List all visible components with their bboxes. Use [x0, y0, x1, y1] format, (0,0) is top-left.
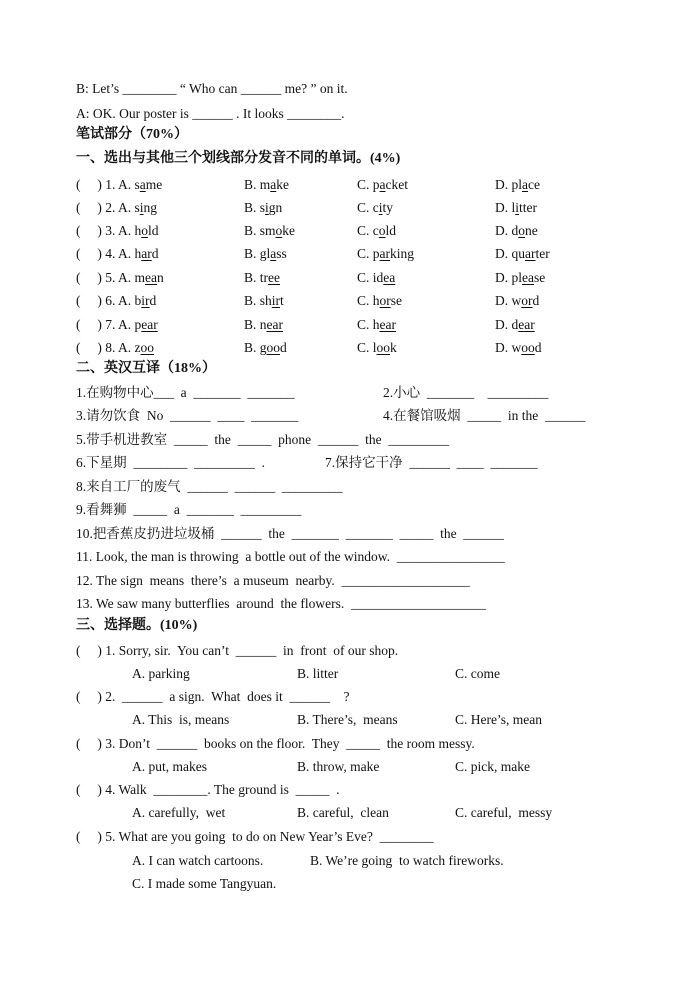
underlined-letters: a [270, 177, 277, 192]
underlined-letters: ea [383, 270, 396, 285]
translation-item-9: 12. The sign means there’s a museum nearby. ___________________ [76, 573, 470, 588]
word-part: D. qu [495, 246, 525, 261]
translation-item-7: 10.把香蕉皮扔进垃圾桶 ______ the _______ _______ _____ the ______ [76, 526, 504, 541]
question-number: ( ) 1. A. [76, 177, 135, 192]
translation-item-4: 6.下星期 ________ _________ . [76, 455, 265, 470]
underlined-letters: or [521, 293, 533, 308]
word-part: B. s [244, 200, 266, 215]
section1-row-8-option-b [244, 339, 287, 357]
section1-row-4-option-a [76, 245, 159, 263]
translation-item-5: 8.来自工厂的废气 ______ ______ _________ [76, 479, 343, 494]
section1-row-4-option-c [357, 245, 414, 263]
section1-row-8-option-d [495, 339, 542, 357]
word-part: ty [382, 200, 394, 215]
underlined-letters: ea [145, 270, 157, 285]
choice-question-1-option-a: A. parking [132, 666, 190, 681]
underlined-letters: ear [141, 317, 158, 332]
dialogue-line-1: B: Let’s ________ “ Who can ______ me? ” on it. [76, 81, 348, 96]
section2-title: 二、英汉互译（18%） [76, 361, 216, 376]
word-part: ce [528, 177, 540, 192]
word-part: d [532, 293, 540, 308]
underlined-letters: a [379, 177, 386, 192]
word-part: d [151, 246, 159, 261]
question-number: ( ) 8. A. [76, 340, 135, 355]
word-part: d [534, 340, 542, 355]
underlined-letters: o [518, 223, 525, 238]
underlined-letters: ar [379, 246, 391, 261]
translation-item-right-2: 4.在餐馆吸烟 _____ in the ______ [383, 408, 586, 423]
choice-question-4-option-a: A. carefully, wet [132, 805, 226, 820]
section1-row-2-option-c [357, 199, 393, 217]
section1-row-1-option-c [357, 176, 408, 194]
choice-question-4: ( ) 4. Walk ________. The ground is _____ . [76, 782, 340, 797]
section1-row-5-option-a [76, 269, 164, 287]
word-part: m [134, 270, 146, 285]
word-part: B. sh [244, 293, 272, 308]
underlined-letters: o [275, 223, 283, 238]
section1-row-2-option-d [495, 199, 537, 217]
underlined-letters: i [378, 200, 383, 215]
word-part: ter [535, 246, 550, 261]
choice-question-3: ( ) 3. Don’t ______ books on the floor. They _____ the room messy. [76, 736, 475, 751]
word-part: D. pl [495, 177, 522, 192]
underlined-letters: i [265, 200, 269, 215]
section1-title: 一、选出与其他三个划线部分发音不同的单词。(4%) [76, 151, 401, 166]
word-part: p [134, 317, 142, 332]
section1-row-3-option-d [495, 222, 538, 240]
underlined-letters: ar [525, 246, 536, 261]
underlined-letters: oo [376, 340, 391, 355]
word-part: C. c [357, 223, 379, 238]
section1-row-6-option-c [357, 292, 402, 310]
underlined-letters: o [141, 223, 148, 238]
section1-row-7-option-d [495, 316, 535, 334]
translation-item-3: 5.带手机进教室 _____ the _____ phone ______ the _________ [76, 432, 450, 447]
underlined-letters: oo [140, 340, 154, 355]
word-part: C. p [357, 246, 380, 261]
word-part: se [533, 270, 546, 285]
word-part: B. gl [244, 246, 271, 261]
section1-row-5-option-d [495, 269, 545, 287]
word-part: B. tr [244, 270, 269, 285]
choice-question-1: ( ) 1. Sorry, sir. You can’t ______ in front of our shop. [76, 643, 399, 658]
question-number: ( ) 4. A. [76, 246, 135, 261]
word-part: D. pl [495, 270, 522, 285]
section1-row-1-option-a [76, 176, 162, 194]
word-part: ss [276, 246, 287, 261]
underlined-letters: ee [268, 270, 280, 285]
section1-row-4-option-b [244, 245, 287, 263]
choice-question-2-option-b: B. There’s, means [297, 712, 398, 727]
word-part: D. w [495, 293, 522, 308]
word-part: ke [276, 177, 290, 192]
underlined-letters: ear [518, 317, 535, 332]
choice-question-2-option-c: C. Here’s, mean [455, 712, 542, 727]
word-part: d [280, 340, 287, 355]
section1-row-8-option-c [357, 339, 397, 357]
underlined-letters: a [139, 177, 146, 192]
choice-question-5-option-a: A. I can watch cartoons. [132, 853, 264, 868]
translation-item-6: 9.看舞狮 _____ a _______ _________ [76, 502, 302, 517]
section1-row-8-option-a [76, 339, 154, 357]
word-part: C. l [357, 340, 377, 355]
word-part: C. id [357, 270, 384, 285]
word-part: B. sm [244, 223, 276, 238]
choice-question-4-option-b: B. careful, clean [297, 805, 389, 820]
choice-question-1-option-b: B. litter [297, 666, 339, 681]
word-part: k [390, 340, 397, 355]
word-part: tter [519, 200, 538, 215]
translation-item-10: 13. We saw many butterflies around the flowers. ____________________ [76, 596, 486, 611]
translation-item-right-4: 7.保持它干净 ______ ____ _______ [325, 455, 538, 470]
word-part: king [390, 246, 415, 261]
choice-question-4-option-c: C. careful, messy [455, 805, 553, 820]
underlined-letters: i [515, 200, 520, 215]
word-part: C. h [357, 317, 380, 332]
word-part: D. d [495, 223, 519, 238]
section1-row-7-option-b [244, 316, 283, 334]
choice-question-3-option-c: C. pick, make [455, 759, 530, 774]
choice-question-5: ( ) 5. What are you going to do on New Year’s Eve? ________ [76, 829, 434, 844]
word-part: ne [525, 223, 538, 238]
word-part: se [390, 293, 403, 308]
word-part: C. c [357, 200, 379, 215]
translation-item-2: 3.请勿饮食 No ______ ____ _______ [76, 408, 299, 423]
word-part: n [157, 270, 164, 285]
section1-row-6-option-d [495, 292, 539, 310]
underlined-letters: or [379, 293, 391, 308]
underlined-letters: ea [522, 270, 534, 285]
word-part: D. d [495, 317, 519, 332]
word-part: ld [148, 223, 159, 238]
section1-row-3-option-c [357, 222, 396, 240]
section1-row-2-option-a [76, 199, 157, 217]
word-part: me [145, 177, 163, 192]
section1-row-3-option-a [76, 222, 159, 240]
section1-row-1-option-b [244, 176, 289, 194]
section1-row-3-option-b [244, 222, 295, 240]
choice-question-2: ( ) 2. ______ a sign. What does it ______ ? [76, 689, 350, 704]
section1-row-2-option-b [244, 199, 282, 217]
word-part: D. w [495, 340, 522, 355]
word-part: h [134, 246, 142, 261]
section1-row-5-option-c [357, 269, 395, 287]
word-part: cket [385, 177, 409, 192]
word-part: ld [385, 223, 397, 238]
underlined-letters: ir [271, 293, 281, 308]
word-part: B. g [244, 340, 267, 355]
word-part: b [134, 293, 142, 308]
underlined-letters: ear [266, 317, 283, 332]
section1-row-1-option-d [495, 176, 540, 194]
choice-question-3-option-a: A. put, makes [132, 759, 207, 774]
underlined-letters: oo [521, 340, 535, 355]
underlined-letters: oo [266, 340, 281, 355]
underlined-letters: a [270, 246, 277, 261]
section1-row-5-option-b [244, 269, 280, 287]
word-part: s [134, 200, 140, 215]
question-number: ( ) 6. A. [76, 293, 135, 308]
choice-question-5-option-b: B. We’re going to watch fireworks. [310, 853, 504, 868]
dialogue-line-2: A: OK. Our poster is ______ . It looks ________. [76, 106, 345, 121]
question-number: ( ) 3. A. [76, 223, 135, 238]
word-part: D. l [495, 200, 516, 215]
word-part: s [134, 177, 140, 192]
word-part: ke [282, 223, 296, 238]
written-section-title: 笔试部分（70%） [76, 127, 188, 142]
section1-row-6-option-a [76, 292, 156, 310]
word-part: gn [268, 200, 283, 215]
section3-title: 三、选择题。(10%) [76, 618, 198, 633]
underlined-letters: ir [141, 293, 150, 308]
section1-row-7-option-c [357, 316, 396, 334]
choice-question-3-option-b: B. throw, make [297, 759, 380, 774]
translation-item-1: 1.在购物中心___ a _______ _______ [76, 385, 295, 400]
word-part: z [134, 340, 141, 355]
word-part: ng [143, 200, 158, 215]
section1-row-7-option-a [76, 316, 158, 334]
choice-question-5-option-c: C. I made some Tangyuan. [132, 876, 277, 891]
question-number: ( ) 2. A. [76, 200, 135, 215]
question-number: ( ) 7. A. [76, 317, 135, 332]
translation-item-8: 11. Look, the man is throwing a bottle out of the window. ________________ [76, 549, 505, 564]
choice-question-1-option-c: C. come [455, 666, 500, 681]
word-part: h [134, 223, 142, 238]
translation-item-right-1: 2.小心 _______ _________ [383, 385, 549, 400]
underlined-letters: o [378, 223, 386, 238]
choice-question-2-option-a: A. This is, means [132, 712, 230, 727]
underlined-letters: ar [141, 246, 152, 261]
section1-row-4-option-d [495, 245, 550, 263]
section1-row-6-option-b [244, 292, 284, 310]
word-part: t [280, 293, 284, 308]
word-part: d [149, 293, 157, 308]
underlined-letters: i [139, 200, 144, 215]
question-number: ( ) 5. A. [76, 270, 135, 285]
underlined-letters: ear [379, 317, 396, 332]
underlined-letters: a [522, 177, 528, 192]
word-part: B. m [244, 177, 271, 192]
word-part: C. h [357, 293, 380, 308]
word-part: C. p [357, 177, 380, 192]
word-part: B. n [244, 317, 267, 332]
